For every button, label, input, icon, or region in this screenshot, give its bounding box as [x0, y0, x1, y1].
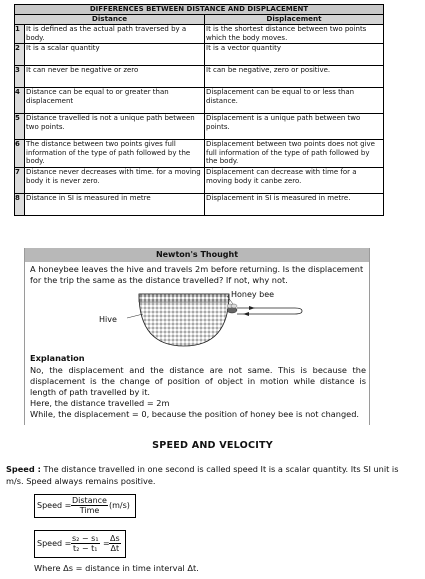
row-number: 8 — [15, 194, 25, 216]
row-number: 4 — [15, 88, 25, 114]
speed-definition-text: The distance travelled in one second is called speed It is a scalar quantity. Its SI unit is m/s. Speed always remains positive. — [6, 464, 399, 486]
distance-cell: Distance in SI is measured in metre — [25, 194, 205, 216]
row-number: 2 — [15, 44, 25, 66]
displacement-cell: Displacement can decrease with time for a moving body it canbe zero. — [205, 168, 384, 194]
section-heading: SPEED AND VELOCITY — [152, 440, 273, 451]
table-row — [15, 140, 384, 168]
formula-numerator: Δs — [110, 534, 120, 543]
row-number: 5 — [15, 114, 25, 140]
row-number: 1 — [15, 25, 25, 44]
formula-fraction — [71, 534, 100, 553]
formula-numerator: Distance — [72, 496, 107, 505]
newtons-thought-title: Newton's Thought — [25, 248, 369, 262]
column-header-distance: Distance — [15, 15, 205, 25]
explanation-text: No, the displacement and the distance are not same. This is because the displacement is the change of position of object in motion while distance is length of path travelled by it. — [30, 365, 366, 397]
formula-fraction — [71, 496, 108, 515]
explanation-heading: Explanation — [30, 353, 85, 363]
hive-label: Hive — [99, 315, 117, 324]
formula-unit: (m/s) — [109, 501, 130, 510]
formula-fraction — [109, 534, 121, 553]
displacement-cell: Displacement can be equal to or less than distance. — [205, 88, 384, 114]
displacement-cell: Displacement between two points does not give full information of the type of path followed by the body. — [205, 140, 384, 168]
formula-lhs: Speed = — [37, 539, 72, 548]
row-number: 6 — [15, 140, 25, 168]
speed-term: Speed : — [6, 464, 41, 474]
distance-line: Here, the distance travelled = 2m — [30, 398, 170, 408]
row-number: 7 — [15, 168, 25, 194]
flight-path-arrow — [237, 306, 302, 316]
table-row — [15, 194, 384, 216]
table-row — [15, 114, 384, 140]
displacement-cell: Displacement is a unique path between two points. — [205, 114, 384, 140]
distance-cell: Distance travelled is not a unique path between two points. — [25, 114, 205, 140]
distance-cell: It is a scalar quantity — [25, 44, 205, 66]
distance-cell: Distance can be equal to or greater than displacement — [25, 88, 205, 114]
speed-formula-box — [34, 494, 136, 518]
question-text: A honeybee leaves the hive and travels 2m before returning. Is the displacement for the trip the same as the distance travelled? If not, why not. — [30, 264, 364, 285]
comparison-table — [14, 4, 384, 216]
formula-lhs: Speed = — [37, 501, 72, 510]
table-row — [15, 25, 384, 44]
newtons-thought-box — [24, 248, 370, 425]
hive-bee-diagram — [99, 290, 329, 348]
displacement-cell: It can be negative, zero or positive. — [205, 66, 384, 88]
displacement-line: While, the displacement = 0, because the position of honey bee is not changed. — [30, 409, 360, 419]
formula-denominator: Time — [79, 506, 100, 515]
displacement-cell: It is a vector quantity — [205, 44, 384, 66]
distance-cell: Distance never decreases with time. for a moving body it is never zero. — [25, 168, 205, 194]
table-title: DIFFERENCES BETWEEN DISTANCE AND DISPLACEMENT — [15, 5, 384, 15]
row-number: 3 — [15, 66, 25, 88]
table-row — [15, 88, 384, 114]
where-note: Where Δs = distance in time interval Δt. — [34, 563, 199, 573]
formula-numerator: s₂ − s₁ — [72, 534, 99, 543]
formula-denominator: Δt — [110, 544, 120, 553]
column-header-displacement: Displacement — [205, 15, 384, 25]
displacement-cell: Displacement in SI is measured in metre. — [205, 194, 384, 216]
honey-bee-icon — [227, 304, 237, 313]
formula-equals: = — [103, 539, 110, 548]
displacement-cell: It is the shortest distance between two points which the body moves. — [205, 25, 384, 44]
table-row — [15, 44, 384, 66]
distance-cell: The distance between two points gives full information of the type of path followed by the body. — [25, 140, 205, 168]
table-row — [15, 168, 384, 194]
formula-denominator: t₂ − t₁ — [73, 544, 98, 553]
speed-ratio-formula-box — [34, 530, 126, 558]
honey-bee-label: Honey bee — [231, 290, 275, 299]
distance-cell: It can never be negative or zero — [25, 66, 205, 88]
table-row — [15, 66, 384, 88]
distance-cell: It is defined as the actual path traversed by a body. — [25, 25, 205, 44]
speed-definition — [6, 463, 416, 487]
